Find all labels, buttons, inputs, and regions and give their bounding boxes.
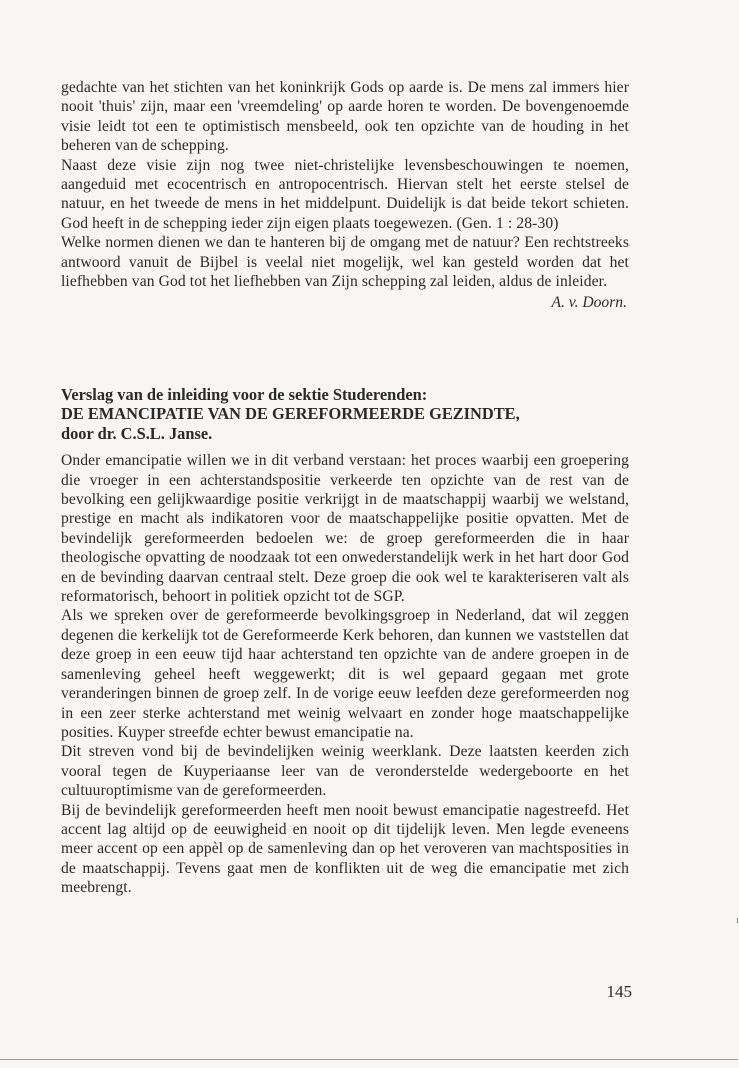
paragraph: Bij de bevindelijk gereformeerden heeft men nooit bewust emancipatie nagestreefd. Het accent lag altijd op de eeuwigheid en nooit op dit tijdelijk leven. Men legde eveneens meer accent op een appèl op de samenleving dan op het veroveren van machtsposities in de maatschappij. Tevens gaat men de konflikten uit de weg die emancipatie met zich meebrengt. [61, 801, 629, 897]
section-heading [61, 385, 629, 443]
paragraph: Naast deze visie zijn nog twee niet-christelijke levensbeschouwingen te noemen, aangeduid met ecocentrisch en antropocentrisch. Hiervan stelt het eerste stelsel de natuur, en het tweede de mens in het middelpunt. Duidelijk is dat beide tekort schieten. God heeft in de schepping ieder zijn eigen plaats toegewezen. (Gen. 1 : 28-30) [61, 156, 629, 232]
report-section [61, 385, 629, 898]
paragraph: Welke normen dienen we dan te hanteren bij de omgang met de natuur? Een rechtstreeks antwoord vanuit de Bijbel is veelal niet mogelijk, wel kan gesteld worden dat het liefhebben van God tot het liefhebben van Zijn schepping zal leiden, aldus de inleider. [61, 234, 629, 291]
paragraph: Onder emancipatie willen we in dit verband verstaan: het proces waarbij een groepering die vroeger in een achterstandspositie verkeerde ten opzichte van de rest van de bevolking een gelijkwaardige positie verkrijgt in de maatschappij waarbij we welstand, prestige en macht als indikatoren voor de maatschappelijke positie opvatten. Met de bevindelijk gereformeerden bedoelen we: de groep gereformeerden die in haar theologische opvatting de noodzaak tot een onwederstandelijk werk in het hart door God en de bevinding daarvan centraal stelt. Deze groep die ook wel te karakteriseren valt als reformatorisch, behoort in politiek opzicht tot de SGP. [61, 452, 629, 606]
paragraph: gedachte van het stichten van het koninkrijk Gods op aarde is. De mens zal immers hier nooit 'thuis' zijn, maar een 'vreemdeling' op aarde horen te worden. De bovengenoemde visie leidt tot een te optimistisch mensbeeld, ook ten opzichte van de houding in het beheren van de schepping. [61, 79, 629, 155]
margin-mark: ı [736, 915, 739, 926]
heading-title: DE EMANCIPATIE VAN DE GEREFORMEERDE GEZINDTE, [61, 404, 520, 424]
author-signature: A. v. Doorn. [551, 294, 627, 312]
heading-author: door dr. C.S.L. Janse. [61, 423, 213, 443]
paragraph: Dit streven vond bij de bevindelijken weinig weerklank. Deze laatsten keerden zich vooral tegen de Kuyperiaanse leer van de veronderstelde wedergeboorte en het cultuuroptimisme van de gereformeerden. [61, 743, 629, 800]
heading-line: Verslag van de inleiding voor de sektie Studerenden: [61, 385, 428, 404]
paragraph: Als we spreken over de gereformeerde bevolkingsgroep in Nederland, dat wil zeggen degenen die kerkelijk tot de Gereformeerde Kerk behoren, dan kunnen we vaststellen dat deze groep in een eeuw tijd haar achterstand ten opzichte van de andere groepen in de samenleving geheel heeft weggewerkt; dit is wel gepaard gegaan met grote veranderingen binnen de groep zelf. In de vorige eeuw leefden deze gereformeerden nog in een zeer sterke achterstand met weinig welvaart en zonder hoge maatschappelijke posities. Kuyper streefde echter bewust emancipatie na. [61, 607, 629, 741]
continued-section [61, 78, 629, 313]
page-number: 145 [606, 982, 632, 1001]
bottom-rule [0, 1059, 738, 1060]
